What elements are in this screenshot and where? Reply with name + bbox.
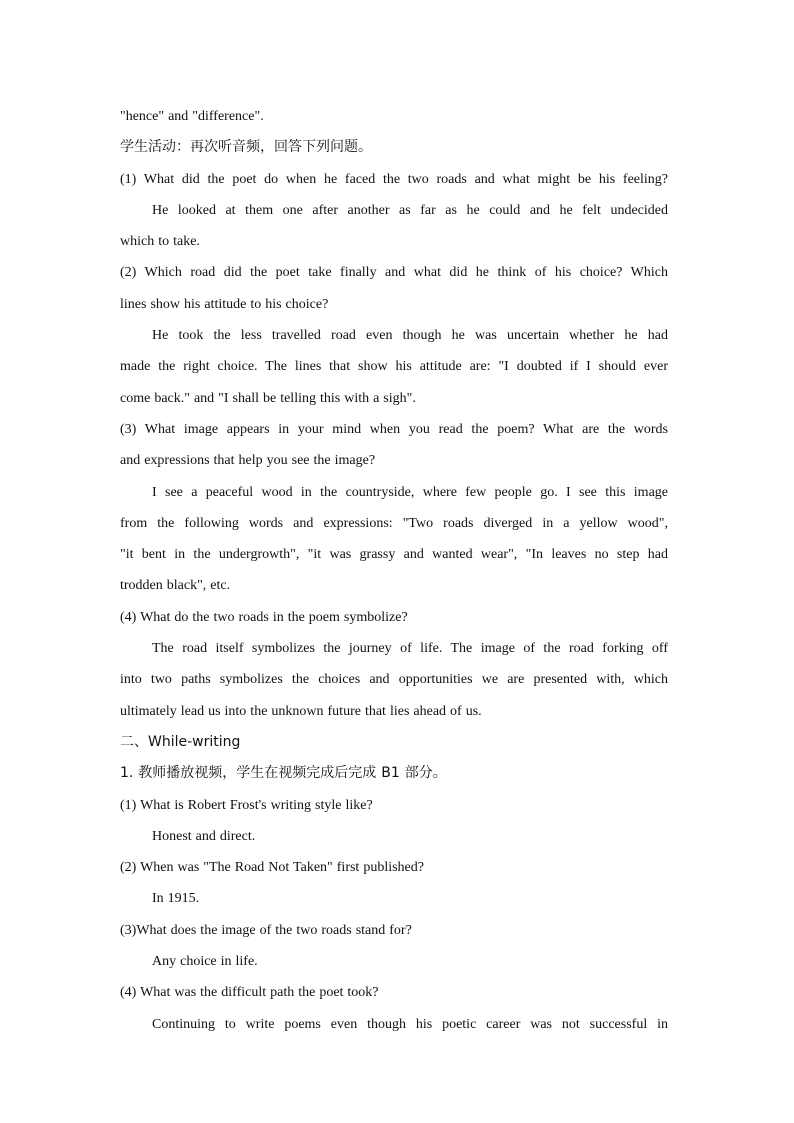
answer-line: Continuing to write poems even though his poetic career was not successful in (152, 1016, 668, 1032)
question-4: (4) What do the two roads in the poem symbolize? (120, 609, 408, 625)
section-heading: 学生活动：再次听音频，回答下列问题。 (120, 139, 372, 156)
activity-instruction: 1. 教师播放视频，学生在视频完成后完成 B1 部分。 (120, 765, 447, 782)
answer-line: I see a peaceful wood in the countryside, where few people go. I see this image (152, 484, 668, 500)
answer-line: which to take. (120, 234, 200, 250)
question-4: (4) What was the difficult path the poet took? (120, 985, 379, 1001)
text-line: "hence" and "difference". (120, 109, 264, 124)
question-2: (2) Which road did the poet take finally and what did he think of his choice? Which (120, 265, 668, 281)
answer-line: "it bent in the undergrowth", "it was grassy and wanted wear", "In leaves no step had (120, 547, 668, 563)
question-2: (2) When was "The Road Not Taken" first published? (120, 860, 424, 876)
question-line: lines show his attitude to his choice? (120, 296, 329, 312)
question-line: and expressions that help you see the image? (120, 453, 376, 469)
answer-line: He took the less travelled road even though he was uncertain whether he had (152, 328, 668, 344)
question-1: (1) What is Robert Frost's writing style like? (120, 797, 373, 813)
answer-line: He looked at them one after another as far as he could and he felt undecided (152, 202, 668, 218)
document-page (120, 101, 668, 1040)
question-1: (1) What did the poet do when he faced the two roads and what might be his feeling? (120, 171, 668, 187)
section-heading-while-writing: 二、While-writing (120, 733, 241, 750)
answer-line: The road itself symbolizes the journey of life. The image of the road forking off (152, 641, 668, 657)
answer-line: Any choice in life. (152, 954, 258, 970)
answer-line: In 1915. (152, 891, 200, 907)
answer-line: trodden black", etc. (120, 578, 231, 594)
answer-line: from the following words and expressions: "Two roads diverged in a yellow wood", (120, 515, 668, 531)
question-3: (3)What does the image of the two roads stand for? (120, 922, 412, 938)
answer-line: ultimately lead us into the unknown future that lies ahead of us. (120, 703, 482, 719)
answer-line: come back." and "I shall be telling this with a sigh". (120, 390, 416, 406)
answer-line: Honest and direct. (152, 828, 256, 844)
answer-line: into two paths symbolizes the choices and opportunities we are presented with, which (120, 672, 668, 688)
question-3: (3) What image appears in your mind when you read the poem? What are the words (120, 421, 668, 437)
answer-line: made the right choice. The lines that show his attitude are: "I doubted if I should ever (120, 359, 668, 375)
